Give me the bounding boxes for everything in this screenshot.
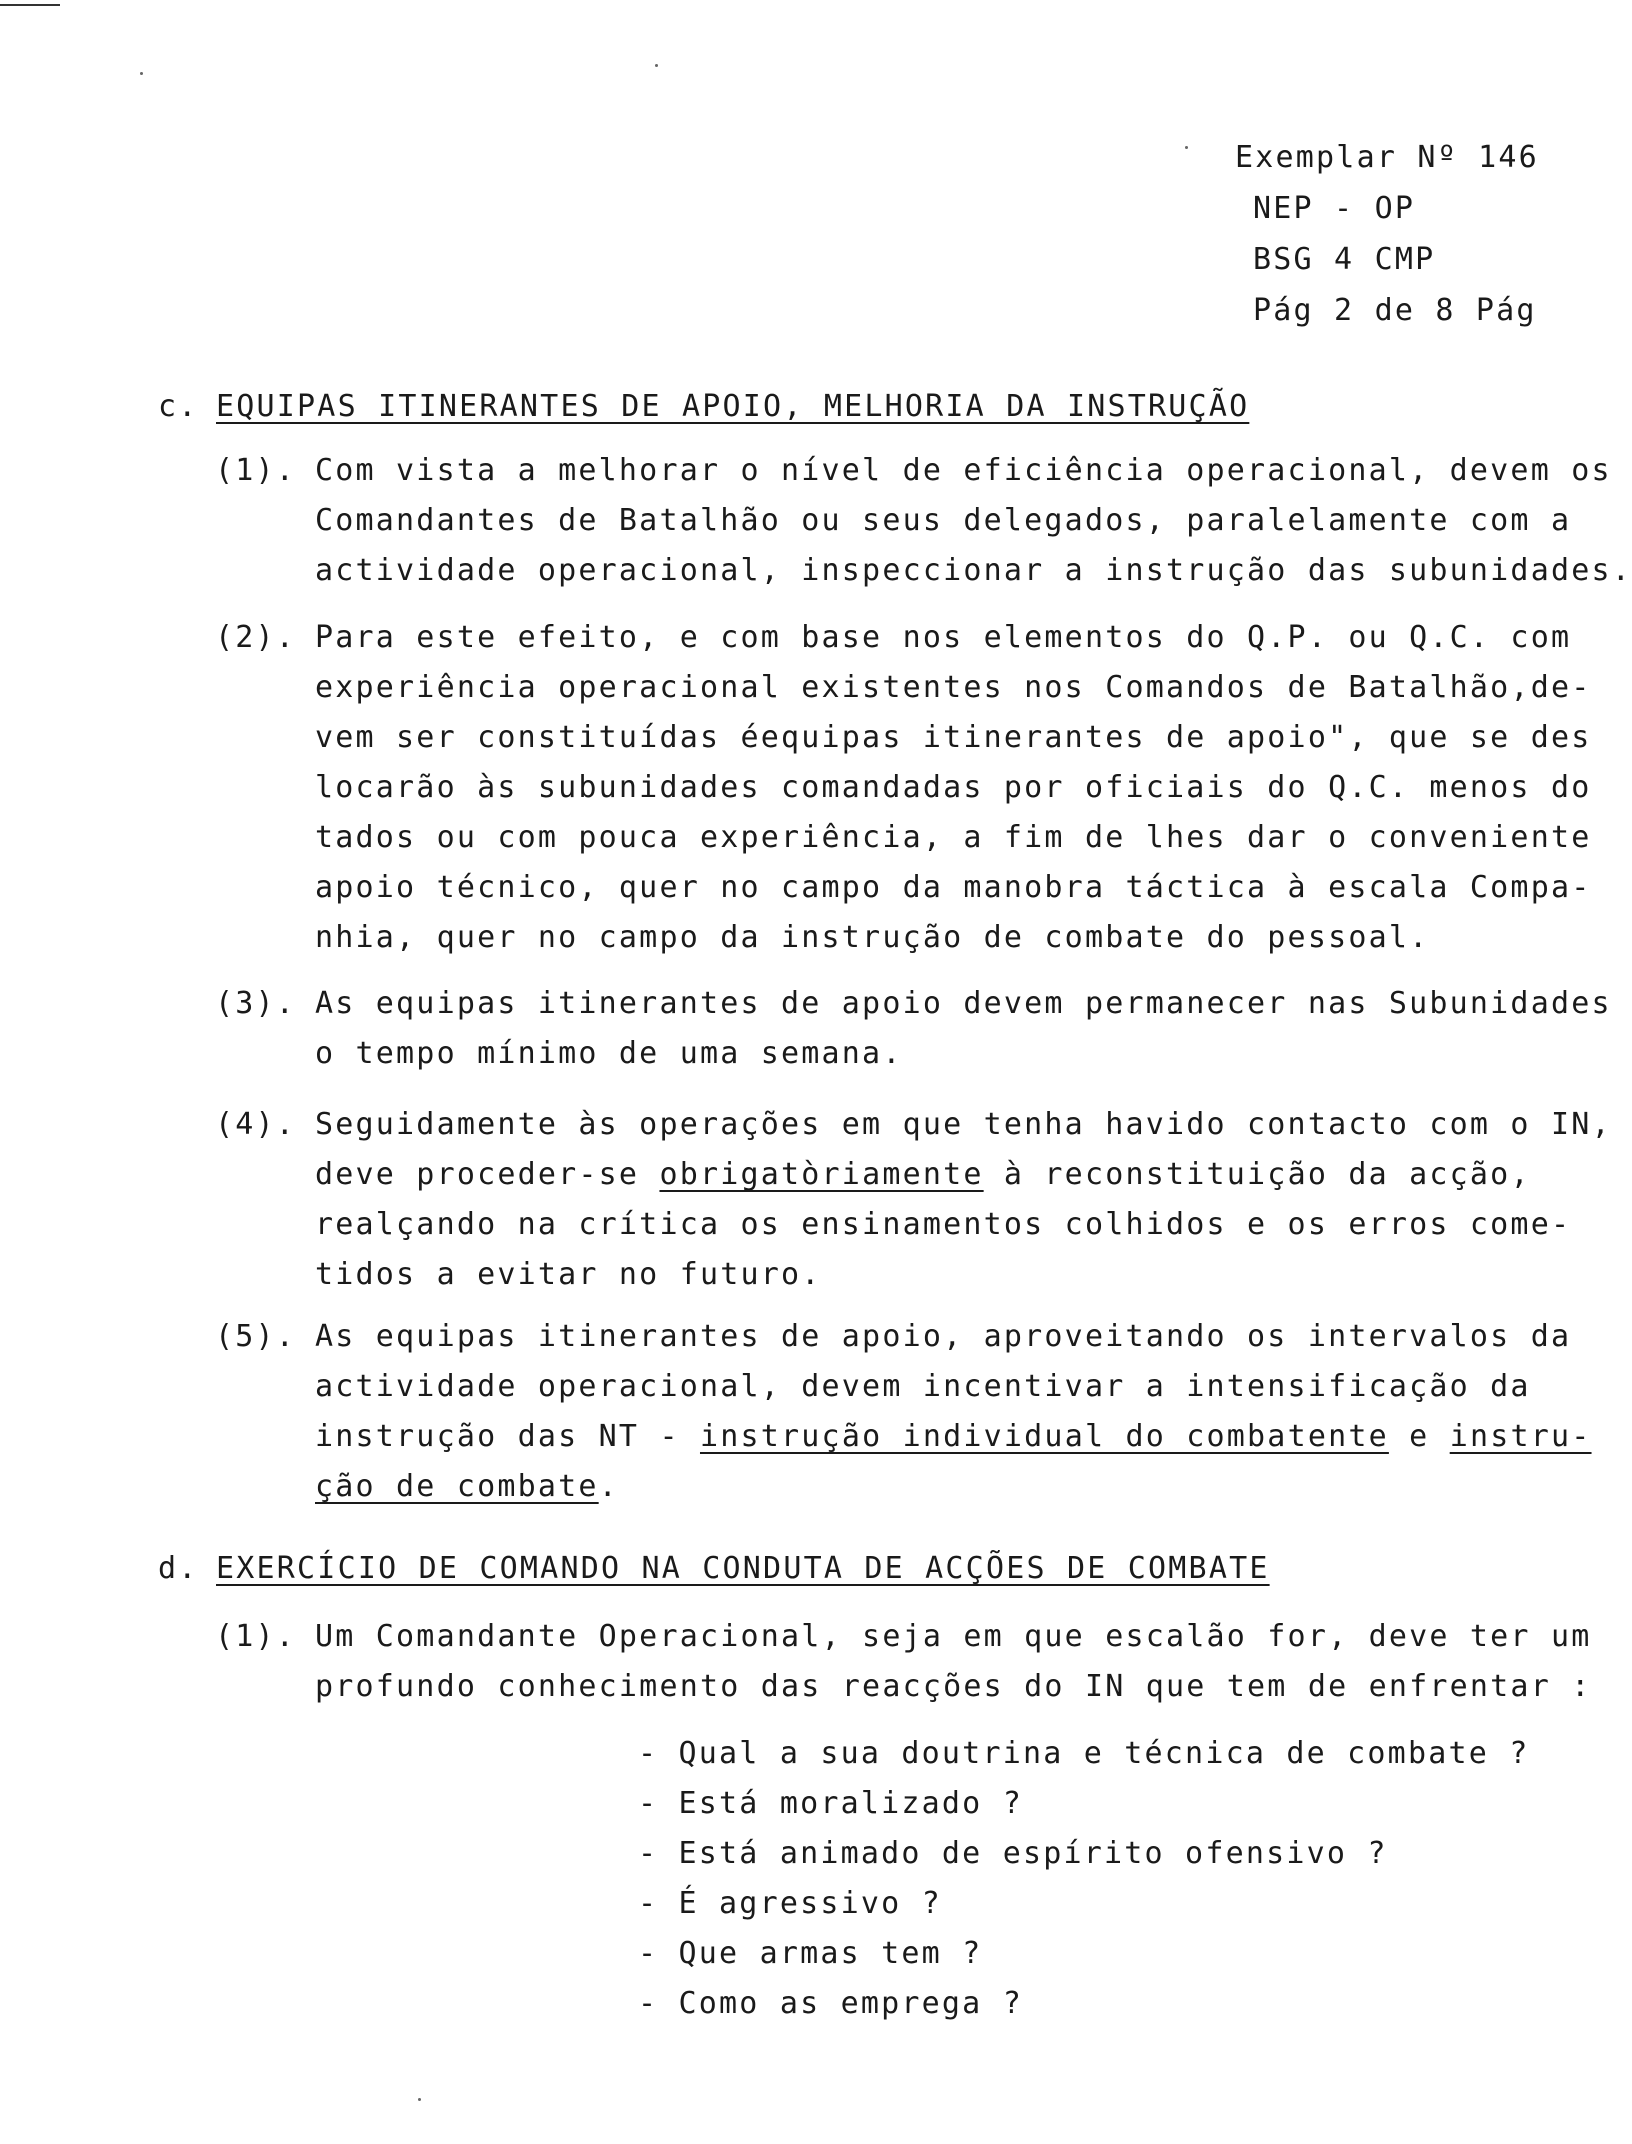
paragraph-number: (1). xyxy=(215,453,297,488)
text-line: Seguidamente às operações em que tenha havido contacto com o IN, xyxy=(315,1107,1612,1142)
section-d-heading xyxy=(158,1544,1270,1594)
text-line: actividade operacional, inspeccionar a instrução das subunidades. xyxy=(315,553,1632,588)
paragraph-number: (1). xyxy=(215,1619,297,1654)
paragraph-c1 xyxy=(215,446,1632,596)
text-line: vem ser constituídas éequipas itinerantes de apoio", que se des xyxy=(315,720,1592,755)
underlined-term: ção de combate xyxy=(315,1469,599,1504)
question-item: - Como as emprega ? xyxy=(638,1986,1023,2021)
text-segment: instrução das NT - xyxy=(315,1419,700,1454)
scan-speck xyxy=(140,72,143,75)
text-line: Um Comandante Operacional, seja em que escalão for, deve ter um xyxy=(315,1619,1592,1654)
underlined-term: instru- xyxy=(1449,1419,1592,1454)
text-line: realçando na crítica os ensinamentos colhidos e os erros come- xyxy=(315,1207,1572,1242)
text-line: locarão às subunidades comandadas por oficiais do Q.C. menos do xyxy=(315,770,1592,805)
text-line: Para este efeito, e com base nos elementos do Q.P. ou Q.C. com xyxy=(315,620,1572,655)
paragraph-c3 xyxy=(215,979,1615,1079)
paragraph-number: (4). xyxy=(215,1107,297,1142)
text-line xyxy=(315,1150,1605,1200)
text-segment: à reconstituição da acção, xyxy=(983,1157,1531,1192)
text-segment: . xyxy=(598,1469,619,1504)
text-segment: deve proceder-se xyxy=(315,1157,660,1192)
text-line: o tempo mínimo de uma semana. xyxy=(315,1036,903,1071)
question-item: - Que armas tem ? xyxy=(638,1936,983,1971)
section-title: EXERCÍCIO DE COMANDO NA CONDUTA DE ACÇÕES DE COMBATE xyxy=(216,1551,1270,1586)
question-item: - É agressivo ? xyxy=(638,1886,942,1921)
question-item: - Qual a sua doutrina e técnica de combate ? xyxy=(638,1736,1530,1771)
question-item: - Está animado de espírito ofensivo ? xyxy=(638,1836,1388,1871)
text-line: experiência operacional existentes nos Comandos de Batalhão,de- xyxy=(315,670,1592,705)
paragraph-c4 xyxy=(215,1100,1615,1300)
paragraph-number: (5). xyxy=(215,1319,297,1354)
question-item: - Está moralizado ? xyxy=(638,1786,1023,1821)
paragraph-number: (3). xyxy=(215,986,297,1021)
text-line: apoio técnico, quer no campo da manobra táctica à escala Compa- xyxy=(315,870,1592,905)
scan-edge-mark xyxy=(0,4,60,6)
section-title: EQUIPAS ITINERANTES DE APOIO, MELHORIA DA INSTRUÇÃO xyxy=(216,389,1250,424)
scan-speck xyxy=(1185,146,1188,149)
text-line: As equipas itinerantes de apoio devem permanecer nas Subunidades xyxy=(315,986,1612,1021)
text-line xyxy=(315,1462,1605,1512)
section-c-heading xyxy=(158,382,1249,432)
reference-code: NEP - OP xyxy=(1253,191,1416,226)
document-header xyxy=(1235,132,1539,336)
text-line: tados ou com pouca experiência, a fim de lhes dar o conveniente xyxy=(315,820,1592,855)
text-line xyxy=(315,1412,1605,1462)
paragraph-number: (2). xyxy=(215,620,297,655)
text-segment: e xyxy=(1388,1419,1450,1454)
section-letter: d. xyxy=(158,1551,199,1586)
question-list xyxy=(638,1729,1530,2029)
unit-code: BSG 4 CMP xyxy=(1253,242,1436,277)
text-line: nhia, quer no campo da instrução de combate do pessoal. xyxy=(315,920,1430,955)
paragraph-c2 xyxy=(215,613,1615,963)
text-line: tidos a evitar no futuro. xyxy=(315,1257,822,1292)
text-line: Com vista a melhorar o nível de eficiência operacional, devem os xyxy=(315,453,1612,488)
page-number: Pág 2 de 8 Pág xyxy=(1253,293,1537,328)
text-line: actividade operacional, devem incentivar a intensificação da xyxy=(315,1369,1531,1404)
text-line: profundo conhecimento das reacções do IN que tem de enfrentar : xyxy=(315,1669,1592,1704)
paragraph-d1 xyxy=(215,1612,1615,1712)
section-letter: c. xyxy=(158,389,199,424)
text-line: Comandantes de Batalhão ou seus delegados, paralelamente com a xyxy=(315,503,1572,538)
scan-speck xyxy=(418,2098,421,2101)
paragraph-c5 xyxy=(215,1312,1615,1512)
underlined-term: instrução individual do combatente xyxy=(699,1419,1389,1454)
scan-speck xyxy=(655,64,658,67)
copy-number: Exemplar Nº 146 xyxy=(1235,140,1539,175)
text-line: As equipas itinerantes de apoio, aproveitando os intervalos da xyxy=(315,1319,1572,1354)
underlined-term: obrigatòriamente xyxy=(659,1157,984,1192)
